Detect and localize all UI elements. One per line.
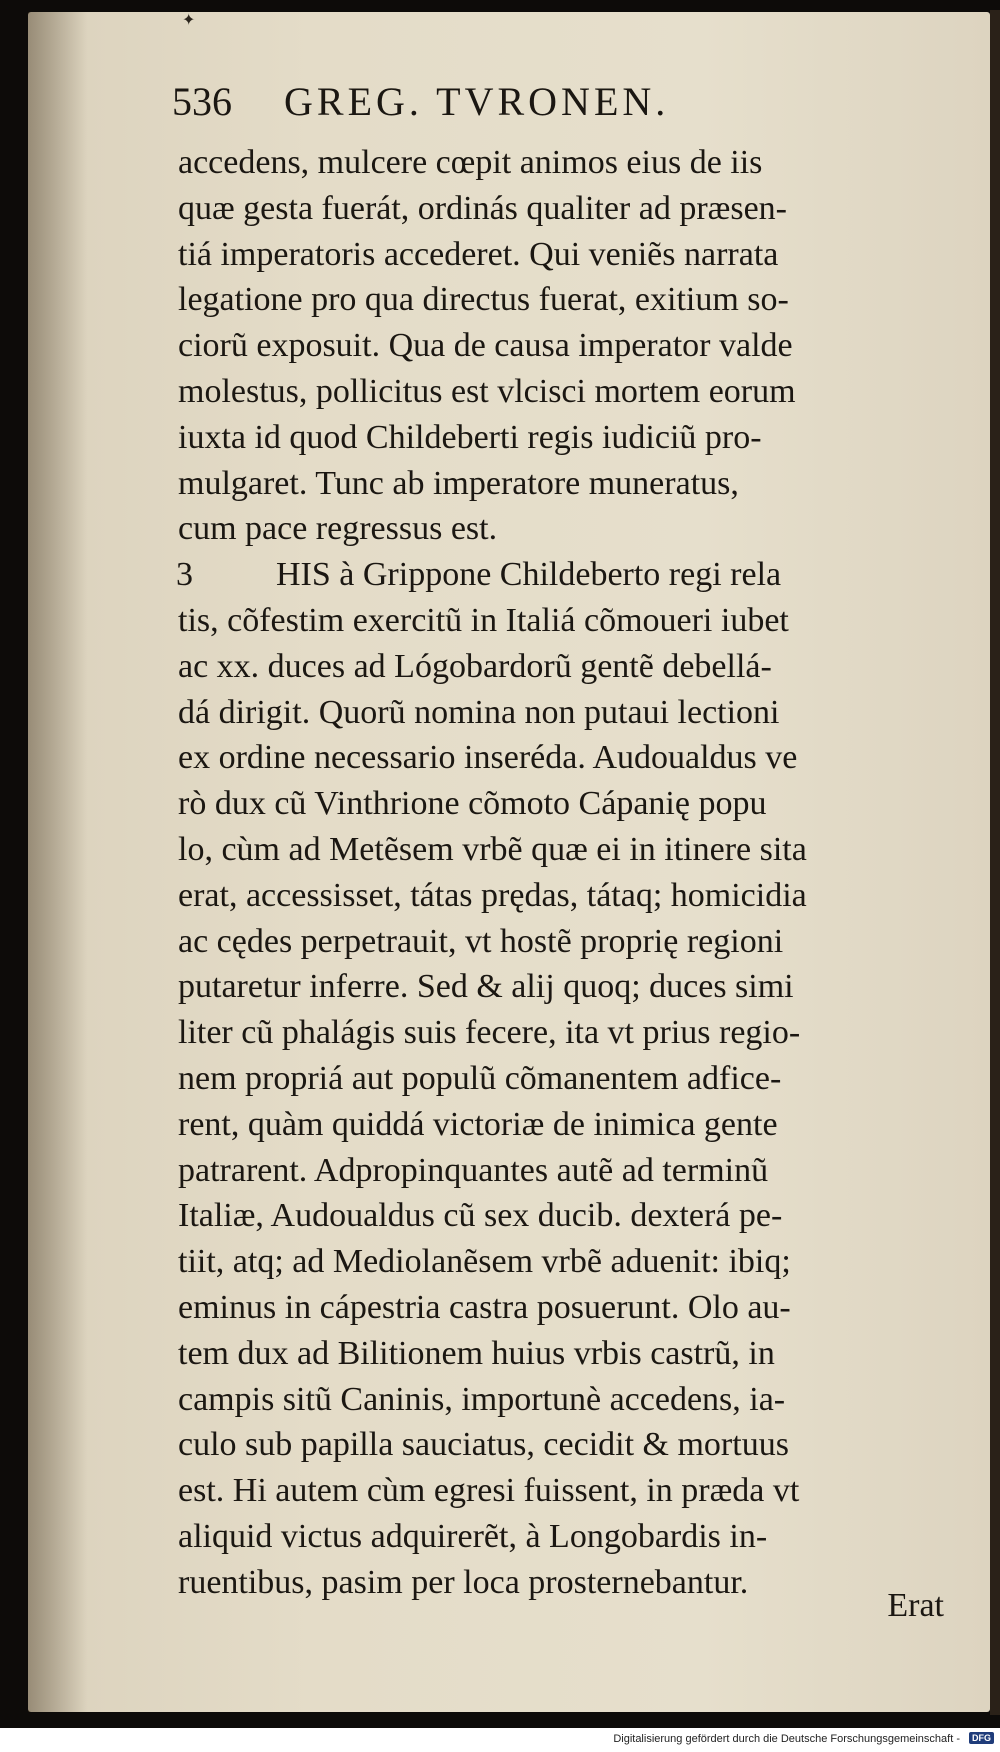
chapter-opening: HIS à Grippone Childeberto regi rela bbox=[276, 556, 782, 594]
text-line: culo sub papilla sauciatus, cecidit & mortuus bbox=[178, 1426, 789, 1464]
text-line: putaretur inferre. Sed & alij quoq; duces simi bbox=[178, 968, 794, 1006]
text-line: ruentibus, pasim per loca prosternebantur. bbox=[178, 1563, 749, 1601]
text-line: rent, quàm quiddá victoriæ de inimica gente bbox=[178, 1105, 778, 1143]
chapter-first-line bbox=[178, 552, 938, 598]
binding-shadow bbox=[28, 12, 88, 1712]
page-edge bbox=[990, 10, 1000, 1715]
ink-speck: ✦ bbox=[182, 12, 196, 29]
text-line: mulgaret. Tunc ab imperatore muneratus, bbox=[178, 464, 739, 502]
text-line: nem propriá aut populũ cõmanentem adfice- bbox=[178, 1059, 782, 1097]
text-line: Italiæ, Audoualdus cũ sex ducib. dexterá pe- bbox=[178, 1197, 783, 1235]
body-text bbox=[178, 140, 938, 1606]
text-line: accedens, mulcere cœpit animos eius de iis bbox=[178, 144, 763, 181]
footer-credit: Digitalisierung gefördert durch die Deutsche Forschungsgemeinschaft - bbox=[613, 1733, 960, 1745]
text-line: rò dux cũ Vinthrione cõmoto Cápanię popu bbox=[178, 785, 767, 823]
text-line: tiá imperatoris accederet. Qui veniẽs narrata bbox=[178, 235, 779, 273]
text-line: ex ordine necessario inseréda. Audoualdus ve bbox=[178, 739, 798, 777]
text-line: liter cũ phalágis suis fecere, ita vt prius regio- bbox=[178, 1014, 801, 1052]
text-line: legatione pro qua directus fuerat, exitium so- bbox=[178, 281, 789, 319]
text-line: tem dux ad Bilitionem huius vrbis castrũ, in bbox=[178, 1334, 775, 1372]
text-line: aliquid victus adquirerẽt, à Longobardis in- bbox=[178, 1517, 768, 1555]
text-line: lo, cùm ad Metẽsem vrbẽ quæ ei in itinere sita bbox=[178, 830, 807, 868]
catchword: Erat bbox=[887, 1587, 944, 1624]
text-line: campis sitũ Caninis, importunè accedens, ia- bbox=[178, 1380, 786, 1418]
running-title: GREG. TVRONEN. bbox=[284, 79, 670, 124]
page-number: 536 bbox=[172, 79, 232, 124]
text-line: tiit, atq; ad Mediolanẽsem vrbẽ aduenit: ibiq; bbox=[178, 1243, 791, 1281]
text-line: cum pace regressus est. bbox=[178, 510, 498, 548]
footer-bar bbox=[0, 1728, 1000, 1752]
chapter-number: 3 bbox=[176, 556, 193, 594]
text-line: ciorũ exposuit. Qua de causa imperator valde bbox=[178, 327, 793, 365]
text-line: tis, cõfestim exercitũ in Italiá cõmoueri iubet bbox=[178, 601, 789, 639]
text-line: patrarent. Adpropinquantes autẽ ad terminũ bbox=[178, 1151, 769, 1189]
text-line: eminus in cápestria castra posuerunt. Olo au- bbox=[178, 1288, 791, 1326]
text-line: erat, accessisset, tátas prędas, tátaq; homicidia bbox=[178, 876, 807, 914]
text-line: quæ gesta fuerát, ordinás qualiter ad præsen- bbox=[178, 189, 787, 227]
dfg-logo-icon[interactable]: DFG bbox=[969, 1732, 994, 1744]
text-line: dá dirigit. Quorũ nomina non putaui lectioni bbox=[178, 693, 780, 731]
text-line: ac cędes perpetrauit, vt hostẽ proprię regioni bbox=[178, 922, 784, 960]
text-line: molestus, pollicitus est vlcisci mortem eorum bbox=[178, 372, 796, 410]
text-line: ac xx. duces ad Lógobardorũ gentẽ debellá- bbox=[178, 647, 772, 685]
text-line: est. Hi autem cùm egresi fuissent, in præda vt bbox=[178, 1472, 800, 1510]
running-head bbox=[172, 78, 669, 125]
text-line: iuxta id quod Childeberti regis iudiciũ pro- bbox=[178, 418, 762, 456]
